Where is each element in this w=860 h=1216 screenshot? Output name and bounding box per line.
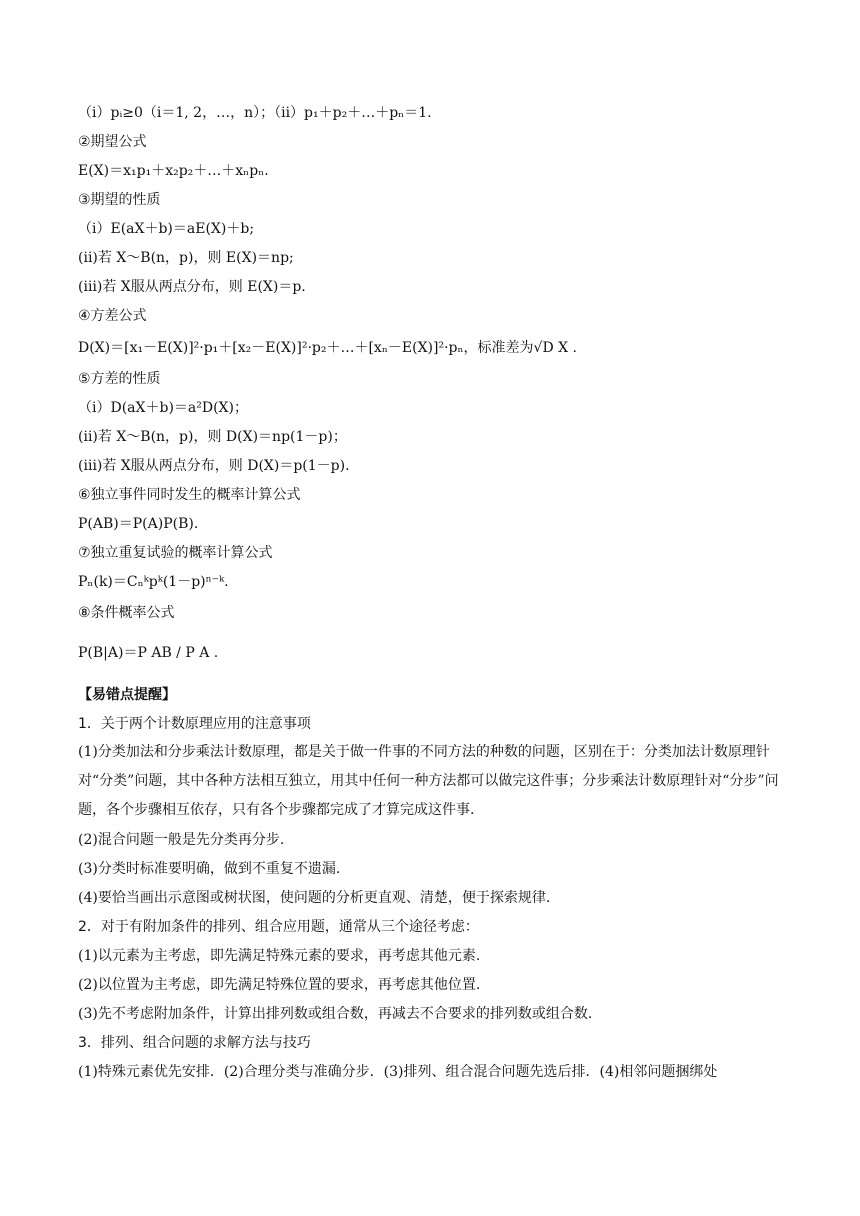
expectation-property-2: (ⅱ)若 X～B(n，p)，则 E(X)＝np; [78,250,294,266]
section-1-item-4: (4)要恰当画出示意图或树状图，使问题的分析更直观、清楚，便于探索规律. [78,890,551,906]
conditional-probability-heading: ⑧条件概率公式 [78,605,175,621]
conditional-probability-formula: P(B|A)＝P AB / P A . [78,645,219,661]
expectation-property-1: （ⅰ）E(aX＋b)＝aE(X)＋b; [78,221,255,237]
section-1-item-2: (2)混合问题一般是先分类再分步. [78,832,285,848]
section-2-title: 2．对于有附加条件的排列、组合应用题，通常从三个途径考虑： [78,919,479,935]
section-3-title: 3．排列、组合问题的求解方法与技巧 [78,1035,311,1051]
section-3-item-1: (1)特殊元素优先安排．(2)合理分类与准确分步．(3)排列、组合混合问题先选后排．(4)相邻问题捆绑处 [78,1064,718,1080]
error-reminder-heading: 【易错点提醒】 [78,687,176,703]
repeated-trials-formula: Pₙ(k)＝Cₙᵏpᵏ(1－p)ⁿ⁻ᵏ. [78,574,229,590]
section-2-item-2: (2)以位置为主考虑，即先满足特殊位置的要求，再考虑其他位置. [78,977,481,993]
independent-events-formula: P(AB)＝P(A)P(B). [78,516,199,532]
variance-formula-heading: ④方差公式 [78,308,147,324]
repeated-trials-heading: ⑦独立重复试验的概率计算公式 [78,545,273,561]
expectation-properties-heading: ③期望的性质 [78,192,161,208]
variance-property-1: （ⅰ）D(aX＋b)＝a²D(X)； [78,400,248,416]
section-2-item-3: (3)先不考虑附加条件，计算出排列数或组合数，再减去不合要求的排列数或组合数. [78,1006,593,1022]
expectation-formula-heading: ②期望公式 [78,134,147,150]
expectation-formula: E(X)＝x₁p₁＋x₂p₂＋…＋xₙpₙ. [78,163,269,179]
variance-property-2: (ⅱ)若 X～B(n，p)，则 D(X)＝np(1－p)； [78,429,347,445]
section-1-title: 1．关于两个计数原理应用的注意事项 [78,716,311,732]
independent-events-heading: ⑥独立事件同时发生的概率计算公式 [78,487,301,503]
section-2-item-1: (1)以元素为主考虑，即先满足特殊元素的要求，再考虑其他元素. [78,948,481,964]
probability-condition-line: （ⅰ）pᵢ≥0（i＝1, 2，…，n）；（ⅱ）p₁＋p₂＋…＋pₙ＝1. [78,105,432,121]
variance-formula: D(X)＝[x₁－E(X)]²·p₁＋[x₂－E(X)]²·p₂＋…＋[xₙ－E(X)]²·pₙ，标准差为√D X . [78,340,578,356]
expectation-property-3: (ⅲ)若 X服从两点分布，则 E(X)＝p. [78,279,306,295]
section-1-item-3: (3)分类时标准要明确，做到不重复不遗漏. [78,861,341,877]
variance-property-3: (ⅲ)若 X服从两点分布，则 D(X)＝p(1－p). [78,458,350,474]
section-1-paragraph-1: (1)分类加法和分步乘法计数原理，都是关于做一件事的不同方法的种数的问题，区别在于：分类加法计数原理针对“分类”问题，其中各种方法相互独立，用其中任何一种方法都可以做完这件事；分步乘法计数原理针对“分步”问题，各个步骤相互依存，只有各个步骤都完成了才算完成这件事. [78,744,779,818]
variance-properties-heading: ⑤方差的性质 [78,371,161,387]
